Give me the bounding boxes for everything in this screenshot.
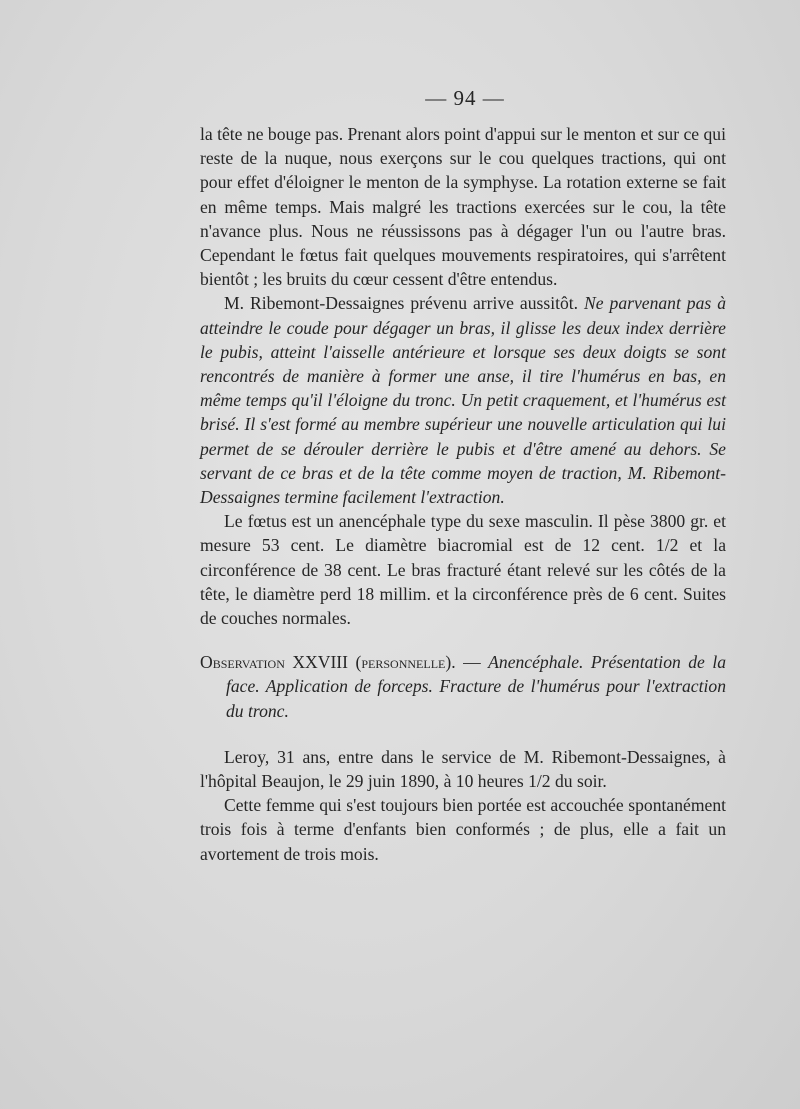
- paragraph-2-italic: Ne parvenant pas à atteindre le coude pour dégager un bras, il glisse les deux index derrière le pubis, atteint l'aisselle antérieure et lorsque ses deux doigts se sont rencontrés de manière à former une anse, il tire l'humérus en bas, en même temps qu'il l'éloigne du tronc. Un petit craquement, et l'humérus est brisé. Il s'est formé au membre supérieur une nouvelle articulation qui lui permet de se dérouler derrière le pubis et d'être amené au dehors. Se servant de ce bras et de la tête comme moyen de traction, M. Ribemont-Dessaignes termine facilement l'extraction.: [200, 293, 726, 508]
- paragraph-2-roman: M. Ribemont-Dessaignes prévenu arrive aussitôt.: [224, 293, 585, 314]
- observation-title: Anencéphale. Présentation de la face. Application de forceps. Fracture de l'humérus pour l'extraction du tronc.: [226, 652, 727, 721]
- paragraph-5: Cette femme qui s'est toujours bien portée est accouchée spontanément trois fois à terme d'enfants bien conformés ; de plus, elle a fait un avortement de trois mois.: [200, 795, 726, 864]
- paragraph-2: [200, 291, 726, 509]
- body-text: [200, 122, 726, 866]
- observation-dash: —: [455, 652, 489, 673]
- observation-label: Observation XXVIII (personnelle).: [200, 652, 456, 673]
- paragraph-4: Leroy, 31 ans, entre dans le service de M. Ribemont-Dessaignes, à l'hôpital Beaujon, le 29 juin 1890, à 10 heures 1/2 du soir.: [200, 746, 726, 792]
- page-number: — 94 —: [425, 86, 505, 110]
- paragraph-1: la tête ne bouge pas. Prenant alors point d'appui sur le menton et sur ce qui reste de la nuque, nous exerçons sur le cou quelques tractions, qui ont pour effet d'éloigner le menton de la symphyse. La rotation externe se fait en même temps. Mais malgré les tractions exercées sur le cou, la tête n'avance plus. Nous ne réussissons pas à dégager l'un ou l'autre bras. Cependant le fœtus fait quelques mouvements respiratoires, qui s'arrêtent bientôt ; les bruits du cœur cessent d'être entendus.: [200, 124, 726, 290]
- paragraph-3: Le fœtus est un anencéphale type du sexe masculin. Il pèse 3800 gr. et mesure 53 cent. Le diamètre biacromial est de 12 cent. 1/2 et la circonférence de 38 cent. Le bras fracturé étant relevé sur les côtés de la tête, le diamètre perd 18 millim. et la circonférence près de 6 cent. Suites de couches normales.: [200, 511, 726, 629]
- observation-heading: [200, 650, 726, 723]
